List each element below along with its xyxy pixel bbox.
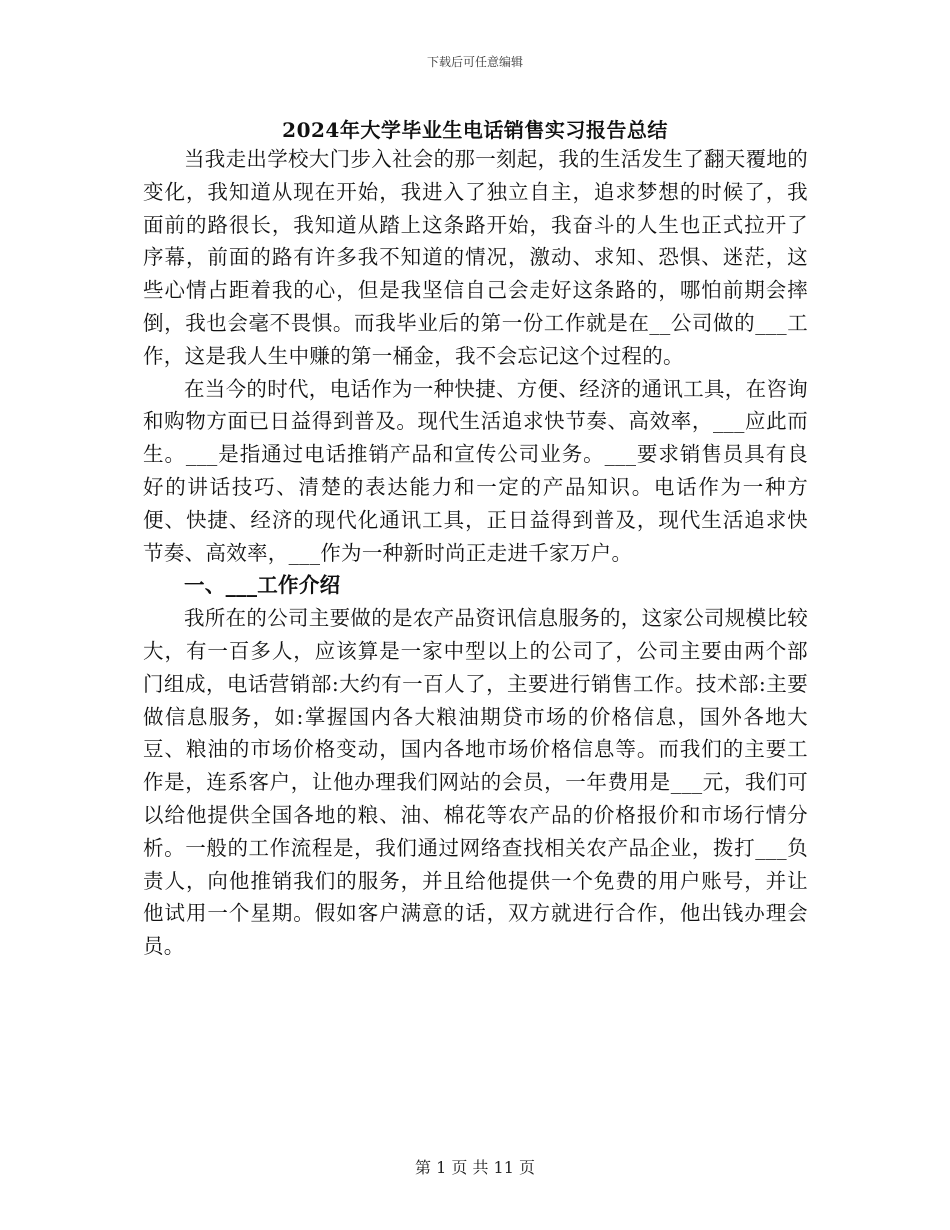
document-body xyxy=(143,143,808,963)
section-heading-work-intro: 一、___工作介绍 xyxy=(184,573,341,598)
page-header-note: 下载后可任意编辑 xyxy=(426,55,523,69)
paragraph-intro: 当我走出学校大门步入社会的那一刻起，我的生活发生了翻天覆地的变化，我知道从现在开始，我进入了独立自主，追求梦想的时候了，我面前的路很长，我知道从踏上这条路开始，我奋斗的人生也正式拉开了序幕，前面的路有许多我不知道的情况，激动、求知、恐惧、迷茫，这些心情占距着我的心，但是我坚信自己会走好这条路的，哪怕前期会摔倒，我也会毫不畏惧。而我毕业后的第一份工作就是在__公司做的___工作，这是我人生中赚的第一桶金，我不会忘记这个过程的。 xyxy=(143,147,808,368)
document-title: 2024年大学毕业生电话销售实习报告总结 xyxy=(282,118,668,142)
paragraph-telemarketing: 在当今的时代，电话作为一种快捷、方便、经济的通讯工具，在咨询和购物方面已日益得到普及。现代生活追求快节奏、高效率，___应此而生。___是指通过电话推销产品和宣传公司业务。___要求销售员具有良好的讲话技巧、清楚的表达能力和一定的产品知识。电话作为一种方便、快捷、经济的现代化通讯工具，正日益得到普及，现代生活追求快节奏、高效率，___作为一种新时尚正走进千家万户。 xyxy=(143,376,808,565)
page-number: 第 1 页 共 11 页 xyxy=(415,1158,535,1177)
paragraph-company: 我所在的公司主要做的是农产品资讯信息服务的，这家公司规模比较大，有一百多人，应该算是一家中型以上的公司了，公司主要由两个部门组成，电话营销部:大约有一百人了，主要进行销售工作。技术部:主要做信息服务，如:掌握国内各大粮油期贷市场的价格信息，国外各地大豆、粮油的市场价格变动，国内各地市场价格信息等。而我们的主要工作是，连系客户，让他办理我们网站的会员，一年费用是___元，我们可以给他提供全国各地的粮、油、棉花等农产品的价格报价和市场行情分析。一般的工作流程是，我们通过网络查找相关农产品企业，拨打___负责人，向他推销我们的服务，并且给他提供一个免费的用户账号，并让他试用一个星期。假如客户满意的话，双方就进行合作，他出钱办理会员。 xyxy=(143,606,808,959)
